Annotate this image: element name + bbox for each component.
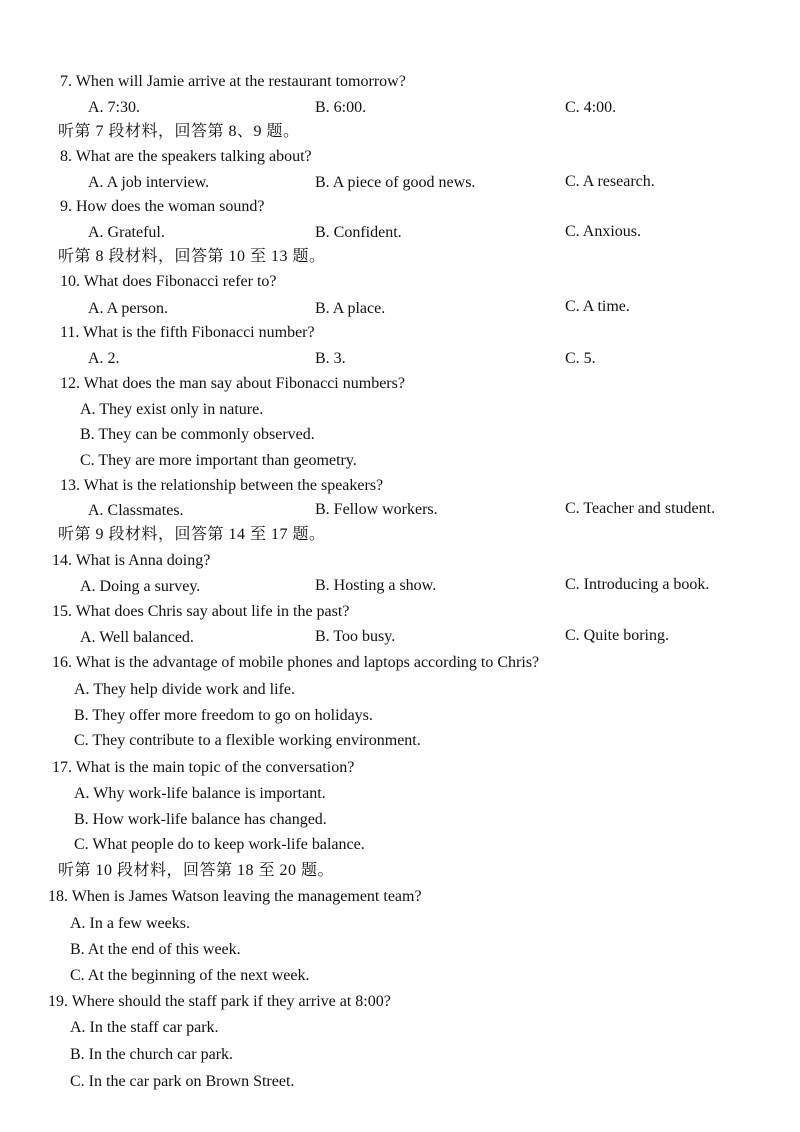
- q8-option-a: A. A job interview.: [88, 174, 210, 191]
- question-9: 9. How does the woman sound?: [60, 198, 265, 215]
- q16-option-c: C. They contribute to a flexible working environment.: [74, 732, 421, 749]
- q7-option-b: B. 6:00.: [315, 99, 367, 116]
- q12-option-b: B. They can be commonly observed.: [80, 426, 315, 443]
- question-12: 12. What does the man say about Fibonacci numbers?: [60, 375, 405, 392]
- q9-option-b: B. Confident.: [315, 224, 402, 241]
- question-13: 13. What is the relationship between the speakers?: [60, 477, 384, 494]
- q18-option-a: A. In a few weeks.: [70, 915, 190, 932]
- q8-option-b: B. A piece of good news.: [315, 174, 476, 191]
- q17-option-c: C. What people do to keep work-life balance.: [74, 836, 365, 853]
- q7-option-a: A. 7:30.: [88, 99, 140, 116]
- question-18: 18. When is James Watson leaving the management team?: [48, 888, 422, 905]
- q13-option-c: C. Teacher and student.: [565, 500, 716, 517]
- question-11: 11. What is the fifth Fibonacci number?: [60, 324, 315, 341]
- question-14: 14. What is Anna doing?: [52, 552, 211, 569]
- q10-option-c: C. A time.: [565, 298, 630, 315]
- question-16: 16. What is the advantage of mobile phones and laptops according to Chris?: [52, 654, 540, 671]
- q14-option-a: A. Doing a survey.: [80, 578, 201, 595]
- q10-option-a: A. A person.: [88, 300, 168, 317]
- q12-option-c: C. They are more important than geometry.: [80, 452, 357, 469]
- q15-option-c: C. Quite boring.: [565, 627, 669, 644]
- q7-option-c: C. 4:00.: [565, 99, 617, 116]
- q18-option-c: C. At the beginning of the next week.: [70, 967, 310, 984]
- section-8-instruction: 听第 8 段材料，回答第 10 至 13 题。: [58, 248, 326, 265]
- q9-option-a: A. Grateful.: [88, 224, 165, 241]
- q18-option-b: B. At the end of this week.: [70, 941, 241, 958]
- q8-option-c: C. A research.: [565, 173, 655, 190]
- question-10: 10. What does Fibonacci refer to?: [60, 273, 277, 290]
- section-10-instruction: 听第 10 段材料，回答第 18 至 20 题。: [58, 862, 335, 879]
- question-17: 17. What is the main topic of the conversation?: [52, 759, 355, 776]
- q19-option-c: C. In the car park on Brown Street.: [70, 1073, 295, 1090]
- section-9-instruction: 听第 9 段材料，回答第 14 至 17 题。: [58, 526, 326, 543]
- q11-option-c: C. 5.: [565, 350, 596, 367]
- question-19: 19. Where should the staff park if they arrive at 8:00?: [48, 993, 391, 1010]
- q16-option-b: B. They offer more freedom to go on holidays.: [74, 707, 373, 724]
- q17-option-b: B. How work-life balance has changed.: [74, 811, 327, 828]
- q19-option-a: A. In the staff car park.: [70, 1019, 219, 1036]
- q9-option-c: C. Anxious.: [565, 223, 642, 240]
- q12-option-a: A. They exist only in nature.: [80, 401, 264, 418]
- question-15: 15. What does Chris say about life in the past?: [52, 603, 350, 620]
- q14-option-b: B. Hosting a show.: [315, 577, 437, 594]
- q11-option-a: A. 2.: [88, 350, 120, 367]
- q17-option-a: A. Why work-life balance is important.: [74, 785, 326, 802]
- question-8: 8. What are the speakers talking about?: [60, 148, 312, 165]
- q13-option-b: B. Fellow workers.: [315, 501, 438, 518]
- q15-option-b: B. Too busy.: [315, 628, 396, 645]
- q16-option-a: A. They help divide work and life.: [74, 681, 295, 698]
- q11-option-b: B. 3.: [315, 350, 346, 367]
- question-7: 7. When will Jamie arrive at the restaurant tomorrow?: [60, 73, 406, 90]
- q19-option-b: B. In the church car park.: [70, 1046, 234, 1063]
- section-7-instruction: 听第 7 段材料，回答第 8、9 题。: [58, 123, 300, 140]
- q15-option-a: A. Well balanced.: [80, 629, 194, 646]
- q13-option-a: A. Classmates.: [88, 502, 184, 519]
- q10-option-b: B. A place.: [315, 300, 386, 317]
- q14-option-c: C. Introducing a book.: [565, 576, 710, 593]
